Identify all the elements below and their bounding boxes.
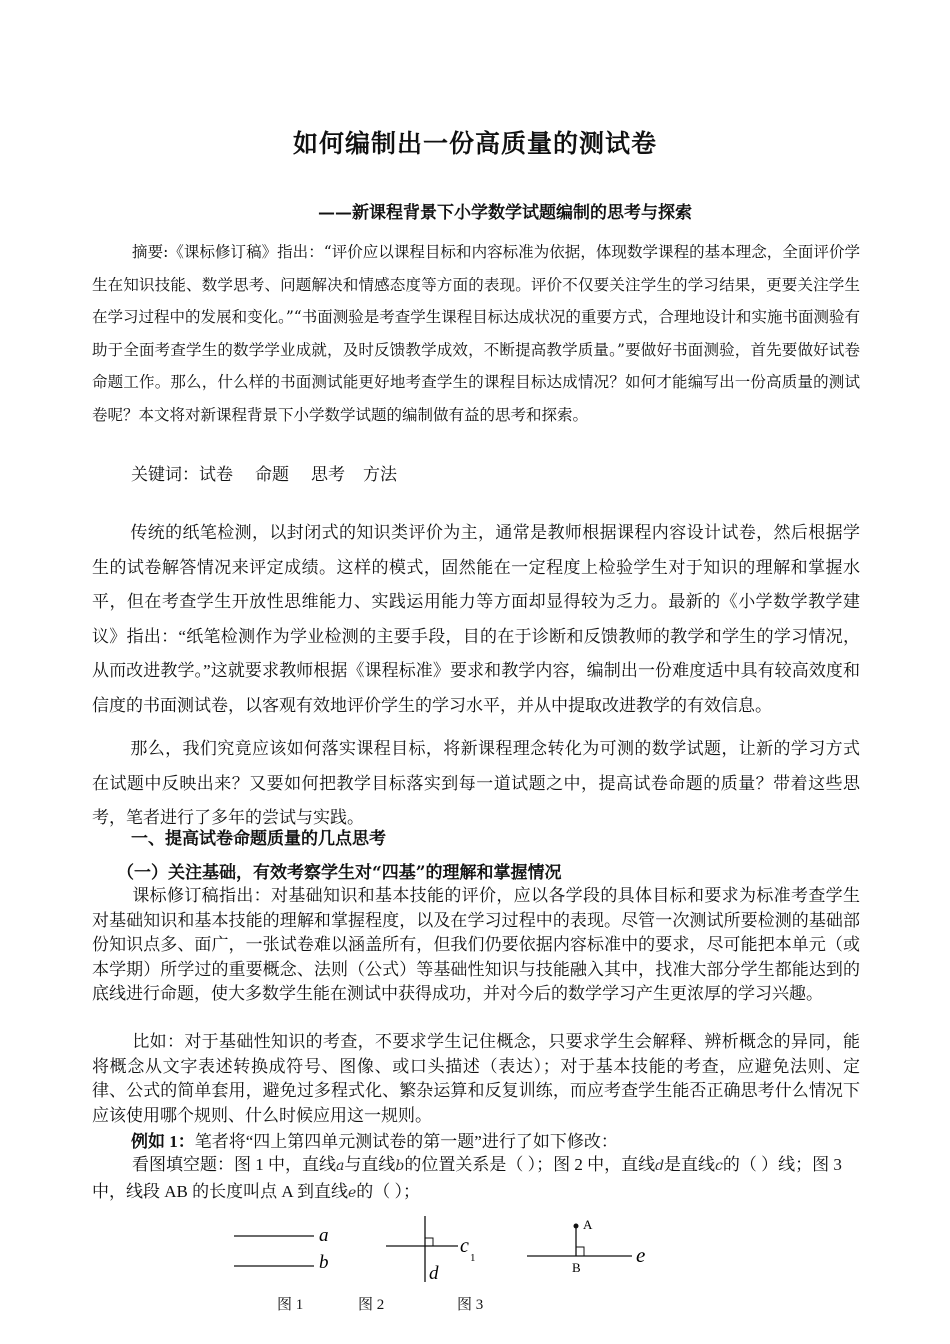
example-text: 笔者将“四上第四单元测试卷的第一题”进行了如下修改： xyxy=(194,1132,618,1151)
abstract-text: 摘要:《课标修订稿》指出：“评价应以课程目标和内容标准为依据，体现数学课程的基本理念，全面评价学生在知识技能、数学思考、问题解决和情感态度等方面的表现。评价不仅要关注学生的学习结果，更要关注学生在学习过程中的发展和变化。”“书面测验是考查学生课程目标达成状况的重要方式，合理地设计和实施书面测验有助于全面考查学生的数学学业成就，及时反馈教学成效，不断提高教学质量。”要做好书面测验，首先要做好试卷命题工作。那么，什么样的书面测试能更好地考查学生的课程目标达成情况？如何才能编写出一份高质量的测试卷呢？本文将对新课程背景下小学数学试题的编制做有益的思考和探索。 xyxy=(92,243,860,424)
figure-3 xyxy=(527,1217,645,1275)
label-e: e xyxy=(636,1243,646,1267)
paragraph-text: 课标修订稿指出：对基础知识和基本技能的评价，应以各学段的具体目标和要求为标准考查学生对基础知识和基本技能的理解和掌握程度，以及在学习过程中的表现。尽管一次测试所要检测的基础部份知识点多、面广，一张试卷难以涵盖所有，但我们仍要依据内容标准中的要求，尽可能把本单元（或本学期）所学过的重要概念、法则（公式）等基础性知识与技能融入其中，找准大部分学生都能达到的底线进行命题，使大多数学生能在测试中获得成功，并对今后的数学学习产生更浓厚的学习兴趣。 xyxy=(92,886,860,1004)
figure-1 xyxy=(234,1225,329,1273)
keyword-item: 方法 xyxy=(363,465,397,484)
var-e: e xyxy=(347,1185,357,1201)
keyword-item: 试卷 xyxy=(199,465,233,484)
paragraph-text: 那么，我们究竟应该如何落实课程目标，将新课程理念转化为可测的数学试题，让新的学习方式在试题中反映出来？又要如何把教学目标落实到每一道试题之中，提高试卷命题的质量？带着这些思考，笔者进行了多年的尝试与实践。 xyxy=(92,739,860,827)
label-A: A xyxy=(583,1217,593,1232)
var-b: b xyxy=(395,1158,405,1174)
point-A xyxy=(574,1224,579,1229)
document-title: 如何编制出一份高质量的测试卷 xyxy=(292,129,657,158)
right-angle-mark xyxy=(576,1247,584,1256)
figure-2-caption: 图 2 xyxy=(358,1297,385,1313)
label-B: B xyxy=(572,1260,581,1275)
right-angle-mark xyxy=(425,1238,433,1246)
paragraph-text: 比如：对于基础性知识的考查，不要求学生记住概念，只要求学生会解释、辨析概念的异同，能将概念从文字表述转换成符号、图像、或口头描述（表达）；对于基本技能的考查，应避免法则、定律、公式的简单套用，避免过多程式化、繁杂运算和反复训练，而应考查学生能否正确思考什么情况下应该使用哪个规则、什么时候应用这一规则。 xyxy=(92,1032,860,1125)
var-c: c xyxy=(715,1158,723,1174)
label-b: b xyxy=(319,1252,329,1273)
paragraph-text: 传统的纸笔检测，以封闭式的知识类评价为主，通常是教师根据课程内容设计试卷，然后根据学生的试卷解答情况来评定成绩。这样的模式，固然能在一定程度上检验学生对于知识的理解和掌握水平，但在考查学生开放性思维能力、实践运用能力等方面却显得较为乏力。最新的《小学数学教学建议》指出：“纸笔检测作为学业检测的主要手段，目的在于诊断和反馈教师的教学和学生的学习情况，从而改进教学。”这就要求教师根据《课程标准》要求和教学内容，编制出一份难度适中具有较高效度和信度的书面测试卷，以客观有效地评价学生的学习水平，并从中提取改进教学的有效信息。 xyxy=(92,523,860,715)
figure-1-caption: 图 1 xyxy=(277,1297,304,1313)
keyword-item: 命题 xyxy=(255,465,289,484)
subsection-heading: （一）关注基础，有效考察学生对“四基”的理解和掌握情况 xyxy=(117,863,562,883)
keywords-label: 关键词： xyxy=(131,465,199,484)
var-d: d xyxy=(655,1158,665,1174)
var-a: a xyxy=(336,1158,345,1174)
figure-2 xyxy=(386,1216,476,1284)
keyword-item: 思考 xyxy=(311,465,345,484)
document-subtitle: ——新课程背景下小学数学试题编制的思考与探索 xyxy=(318,203,692,223)
label-sub-1: 1 xyxy=(470,1252,476,1264)
example-label: 例如 1： xyxy=(131,1132,195,1151)
question-text: 看图填空题：图 1 中，直线a与直线b的位置关系是（ ）；图 2 中，直线d是直线c的（ ）线；图 3 中，线段 AB 的长度叫点 A 到直线e的（ ）； xyxy=(92,1155,842,1201)
label-a: a xyxy=(319,1225,329,1246)
label-d: d xyxy=(429,1263,439,1284)
section-heading: 一、提高试卷命题质量的几点思考 xyxy=(131,829,386,849)
figure-3-caption: 图 3 xyxy=(457,1297,484,1313)
label-c: c xyxy=(460,1235,469,1257)
